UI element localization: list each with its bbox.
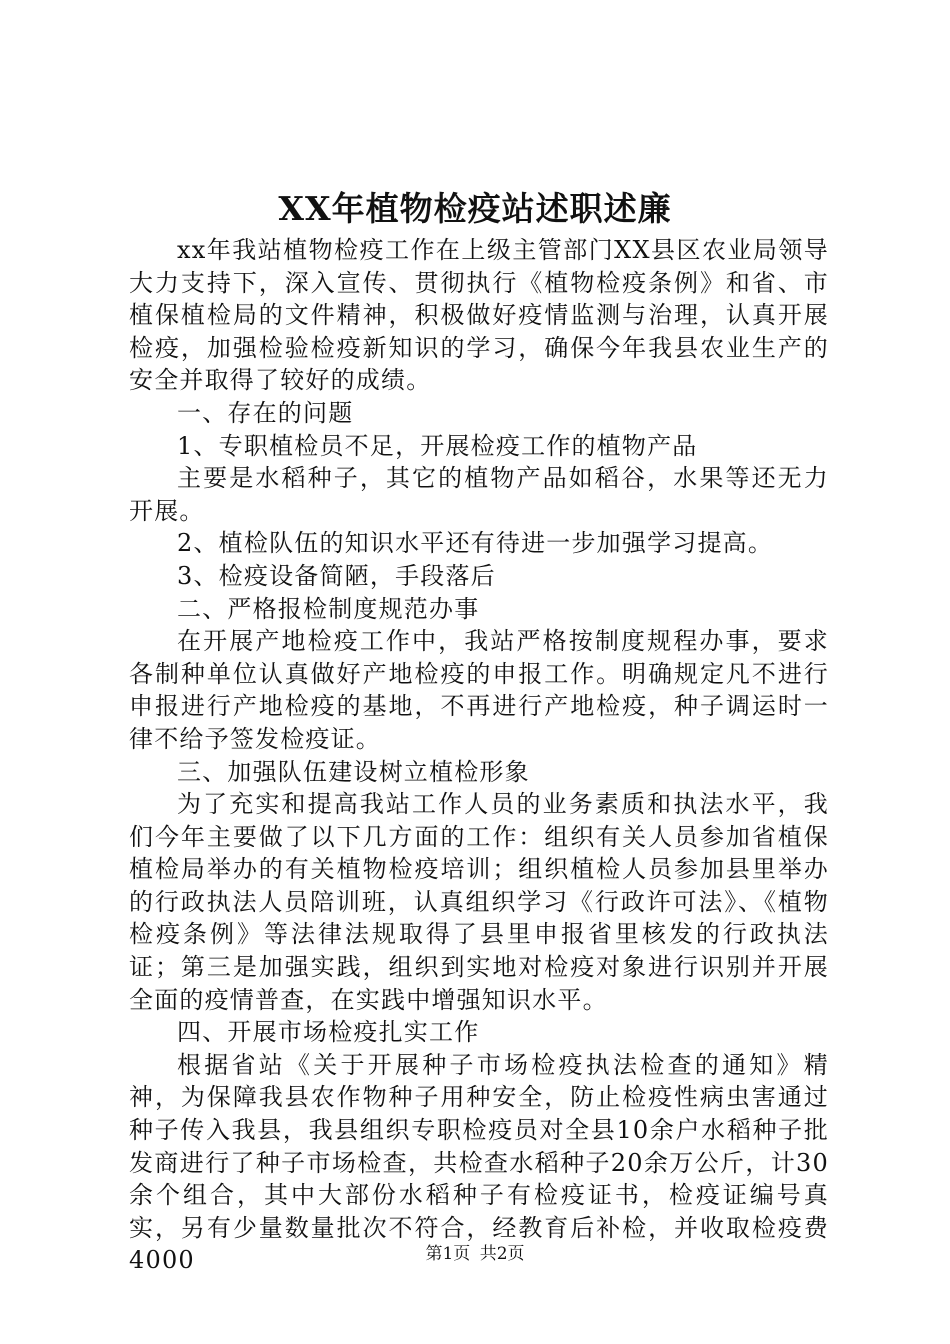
paragraph: 在开展产地检疫工作中，我站严格按制度规程办事，要求各制种单位认真做好产地检疫的申报工作。明确规定凡不进行申报进行产地检疫的基地，不再进行产地检疫，种子调运时一律不给予签发检疫证。 [129, 627, 829, 753]
section-heading: 一、存在的问题 [177, 398, 354, 427]
page-total: 共2页 [479, 1244, 525, 1264]
list-item: 2、植检队伍的知识水平还有待进一步加强学习提高。 [177, 529, 774, 558]
document-body [129, 234, 829, 1277]
paragraph: xx年我站植物检疫工作在上级主管部门XX县区农业局领导大力支持下，深入宣传、贯彻执行《植物检疫条例》和省、市植保植检局的文件精神，积极做好疫情监测与治理，认真开展检疫，加强检验检疫新知识的学习，确保今年我县农业生产的安全并取得了较好的成绩。 [129, 236, 829, 395]
section-heading: 三、加强队伍建设树立植检形象 [177, 757, 530, 786]
paragraph: 根据省站《关于开展种子市场检疫执法检查的通知》精神，为保障我县农作物种子用种安全，防止检疫性病虫害通过种子传入我县，我县组织专职检疫员对全县10余户水稻种子批发商进行了种子市场检查，共检查水稻种子20余万公斤，计30余个组合，其中大部份水稻种子有检疫证书，检疫证编号真实，另有少量数量批次不符合，经教育后补检，并收取检疫费4000 [129, 1050, 829, 1275]
list-item: 1、专职植检员不足，开展检疫工作的植物产品 [177, 431, 698, 460]
page-number: 第1页 [425, 1244, 471, 1264]
section-heading: 四、开展市场检疫扎实工作 [177, 1018, 480, 1047]
paragraph: 主要是水稻种子，其它的植物产品如稻谷，水果等还无力开展。 [129, 464, 829, 525]
document-title: XX年植物检疫站述职述廉 [278, 189, 672, 228]
list-item: 3、检疫设备简陋，手段落后 [177, 561, 496, 590]
paragraph: 为了充实和提高我站工作人员的业务素质和执法水平，我们今年主要做了以下几方面的工作：组织有关人员参加省植保植检局举办的有关植物检疫培训；组织植检人员参加县里举办的行政执法人员陪训班，认真组织学习《行政许可法》、《植物检疫条例》等法律法规取得了县里申报省里核发的行政执法证；第三是加强实践，组织到实地对检疫对象进行识别并开展全面的疫情普查，在实践中增强知识水平。 [129, 790, 829, 1014]
page-footer [0, 1242, 950, 1266]
section-heading: 二、严格报检制度规范办事 [177, 594, 480, 623]
